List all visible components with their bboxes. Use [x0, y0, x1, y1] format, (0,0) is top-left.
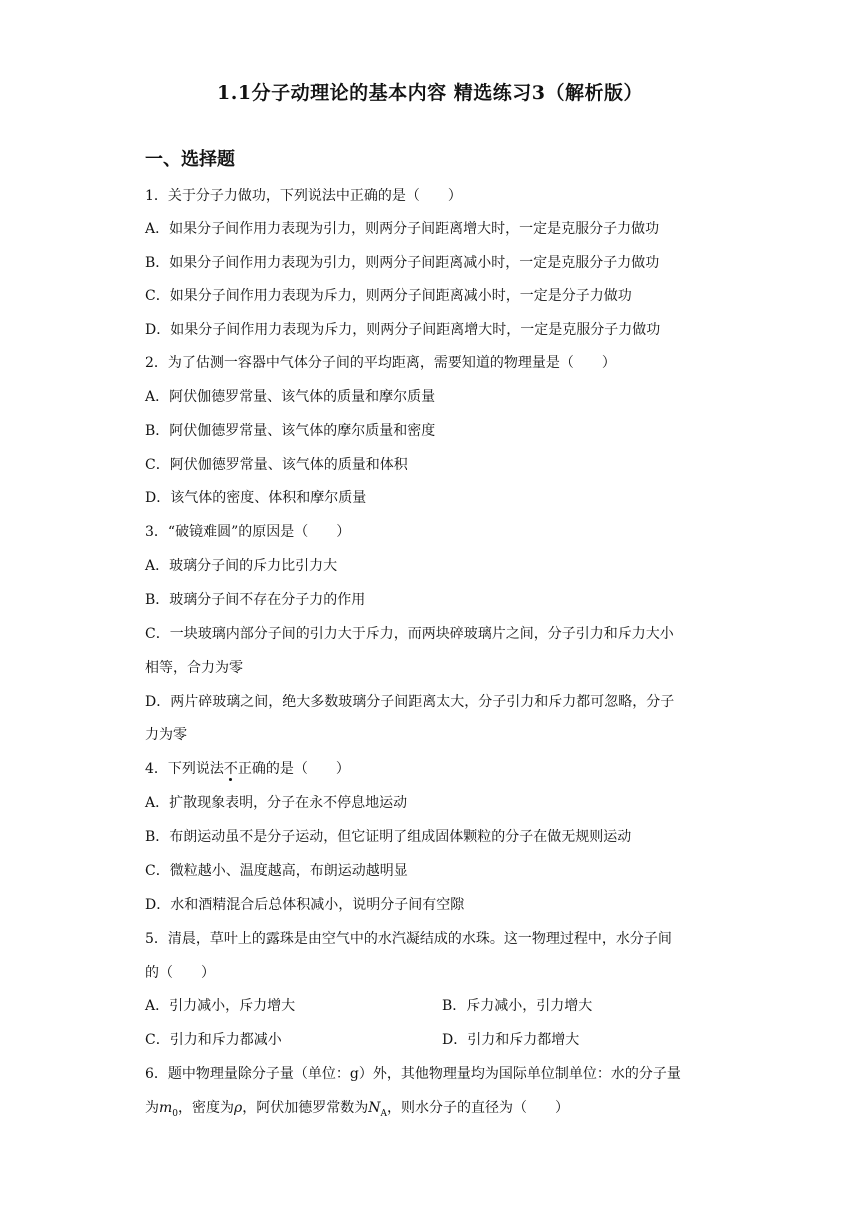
question-4-stem-pre: 4．下列说法	[145, 761, 224, 777]
question-3-option-c-line2: 相等，合力为零	[145, 660, 243, 676]
m-symbol: m	[159, 1100, 173, 1116]
question-6-stem-line1: 6．题中物理量除分子量（单位：g）外，其他物理量均为国际单位制单位：水的分子量	[145, 1066, 681, 1082]
question-6-stem-line2	[145, 1098, 569, 1124]
question-5-option-b: B．斥力减小，引力增大	[442, 998, 593, 1014]
question-2-option-a: A．阿伏伽德罗常量、该气体的质量和摩尔质量	[145, 389, 436, 405]
question-5-option-d: D．引力和斥力都增大	[442, 1032, 580, 1048]
question-2-stem: 2．为了估测一容器中气体分子间的平均距离，需要知道的物理量是（ ）	[145, 355, 616, 371]
question-5-option-a: A．引力减小，斥力增大	[145, 998, 296, 1014]
question-3-option-d-line2: 力为零	[145, 727, 187, 743]
question-1-option-c: C．如果分子间作用力表现为斥力，则两分子间距离减小时，一定是分子力做功	[145, 288, 632, 304]
question-4-option-b: B．布朗运动虽不是分子运动，但它证明了组成固体颗粒的分子在做无规则运动	[145, 829, 632, 845]
question-1-option-d: D．如果分子间作用力表现为斥力，则两分子间距离增大时，一定是克服分子力做功	[145, 322, 661, 338]
question-2-option-d: D．该气体的密度、体积和摩尔质量	[145, 490, 367, 506]
document-title: 1.1分子动理论的基本内容 精选练习3（解析版）	[217, 82, 643, 104]
question-4-stem	[145, 759, 350, 779]
question-3-stem: 3．“破镜难圆”的原因是（ ）	[145, 524, 351, 540]
question-5-stem-line2: 的（ ）	[145, 965, 215, 981]
question-4-option-a: A．扩散现象表明，分子在永不停息地运动	[145, 795, 408, 811]
question-3-option-d-line1: D．两片碎玻璃之间，绝大多数玻璃分子间距离太大，分子引力和斥力都可忽略，分子	[145, 694, 675, 710]
q6-text-pre: 为	[145, 1100, 159, 1116]
section-heading: 一、选择题	[145, 149, 235, 170]
question-3-option-a: A．玻璃分子间的斥力比引力大	[145, 558, 338, 574]
question-1-stem: 1．关于分子力做功，下列说法中正确的是（ ）	[145, 188, 462, 204]
question-3-option-b: B．玻璃分子间不存在分子力的作用	[145, 592, 366, 608]
density-symbol: ρ	[234, 1100, 243, 1116]
question-3-option-c-line1: C．一块玻璃内部分子间的引力大于斥力，而两块碎玻璃片之间，分子引力和斥力大小	[145, 626, 674, 642]
question-5-option-c: C．引力和斥力都减小	[145, 1032, 282, 1048]
question-1-option-b: B．如果分子间作用力表现为引力，则两分子间距离减小时，一定是克服分子力做功	[145, 255, 660, 271]
question-5-stem-line1: 5．清晨，草叶上的露珠是由空气中的水汽凝结成的水珠。这一物理过程中，水分子间	[145, 931, 672, 947]
avogadro-symbol	[368, 1100, 387, 1119]
question-2-option-c: C．阿伏伽德罗常量、该气体的质量和体积	[145, 457, 408, 473]
q6-text-mid2: ，阿伏加德罗常数为	[242, 1100, 369, 1116]
question-4-option-d: D．水和酒精混合后总体积减小，说明分子间有空隙	[145, 897, 465, 913]
q6-text-post: ，则水分子的直径为（ ）	[387, 1100, 569, 1116]
question-4-stem-post: 正确的是（ ）	[237, 761, 350, 777]
question-2-option-b: B．阿伏伽德罗常量、该气体的摩尔质量和密度	[145, 423, 436, 439]
q6-text-mid1: ，密度为	[178, 1100, 235, 1116]
emphasis-not: 不	[223, 761, 238, 777]
n-symbol: N	[368, 1100, 381, 1116]
m-subscript: 0	[172, 1108, 179, 1119]
question-4-option-c: C．微粒越小、温度越高，布朗运动越明显	[145, 863, 408, 879]
molecular-weight-symbol	[159, 1100, 179, 1119]
n-subscript: A	[380, 1108, 387, 1119]
question-1-option-a: A．如果分子间作用力表现为引力，则两分子间距离增大时，一定是克服分子力做功	[145, 221, 660, 237]
